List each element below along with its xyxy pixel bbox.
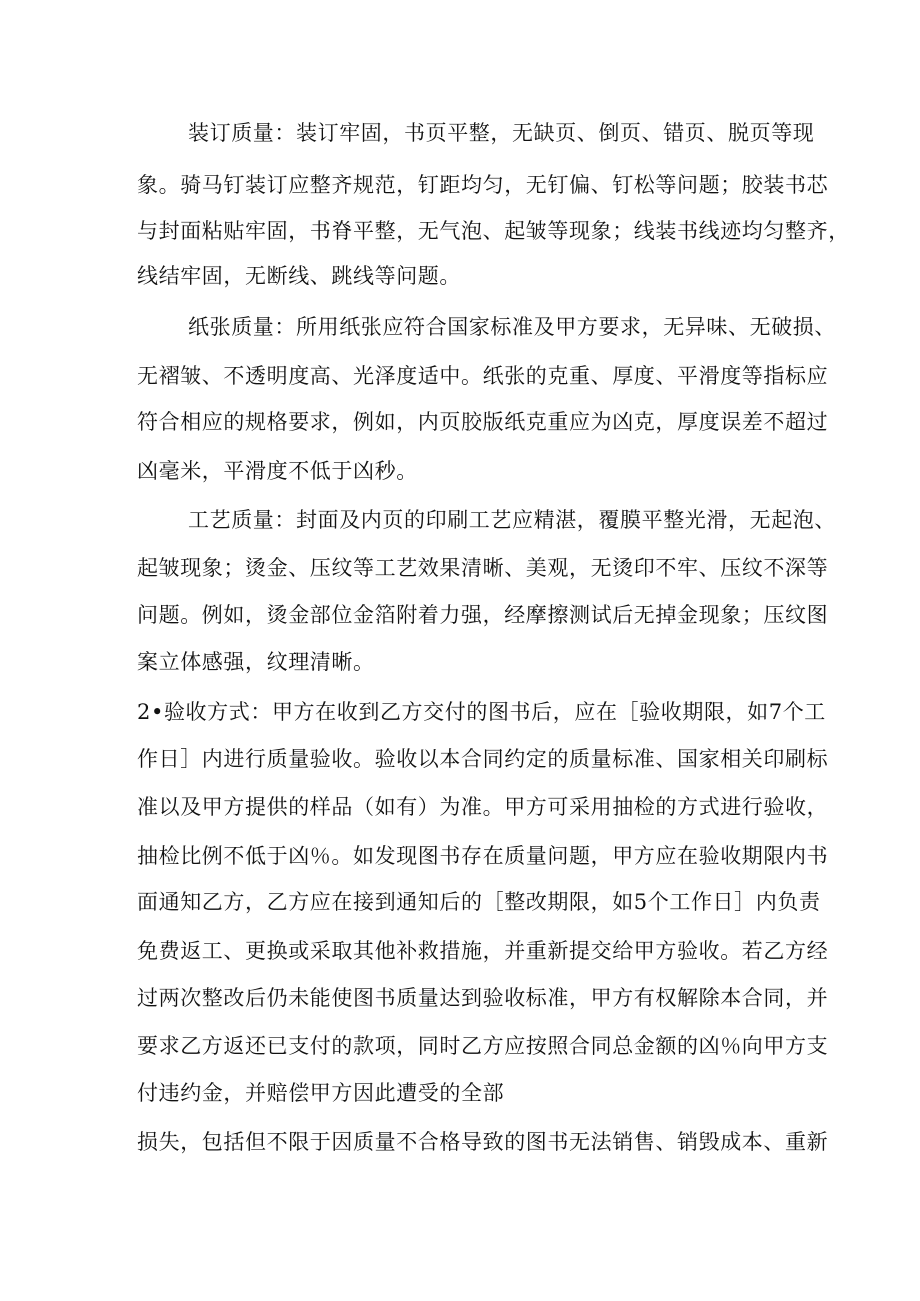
craft-quality-line-1: 工艺质量：封面及内页的印刷工艺应精湛，覆膜平整光滑，无起泡、	[188, 508, 836, 532]
craft-quality-line-4: 案立体感强，纹理清晰。	[137, 650, 375, 674]
acceptance-method-line-7: 过两次整改后仍未能使图书质量达到验收标准，甲方有权解除本合同，并	[137, 986, 829, 1010]
paper-quality-line-4: 凶毫米，平滑度不低于凶秒。	[137, 459, 418, 483]
craft-quality-line-3: 问题。例如，烫金部位金箔附着力强，经摩擦测试后无掉金现象；压纹图	[137, 603, 829, 627]
acceptance-method-line-9: 付违约金，并赔偿甲方因此遭受的全部	[137, 1081, 505, 1105]
acceptance-method-line-6: 免费返工、更换或采取其他补救措施，并重新提交给甲方验收。若乙方经	[137, 939, 829, 963]
paper-quality-line-3: 符合相应的规格要求，例如，内页胶版纸克重应为凶克，厚度误差不超过	[137, 410, 829, 434]
acceptance-method-line-5: 面通知乙方，乙方应在接到通知后的［整改期限，如5个工作日］内负责	[137, 890, 821, 914]
craft-quality-line-2: 起皱现象；烫金、压纹等工艺效果清晰、美观，无烫印不牢、压纹不深等	[137, 556, 829, 580]
acceptance-method-line-3: 准以及甲方提供的样品（如有）为准。甲方可采用抽检的方式进行验收，	[137, 795, 829, 819]
acceptance-method-line-1: 2•验收方式：甲方在收到乙方交付的图书后，应在［验收期限，如7个工	[137, 700, 826, 724]
binding-quality-line-1: 装订质量：装订牢固，书页平整，无缺页、倒页、错页、脱页等现	[188, 121, 815, 145]
acceptance-method-line-8: 要求乙方返还已支付的款项，同时乙方应按照合同总金额的凶％向甲方支	[137, 1034, 829, 1058]
paper-quality-line-2: 无褶皱、不透明度高、光泽度适中。纸张的克重、厚度、平滑度等指标应	[137, 364, 829, 388]
binding-quality-line-2: 象。骑马钉装订应整齐规范，钉距均匀，无钉偏、钉松等问题；胶装书芯	[137, 173, 829, 197]
acceptance-method-line-2: 作日］内进行质量验收。验收以本合同约定的质量标准、国家相关印刷标	[137, 747, 829, 771]
binding-quality-line-4: 线结牢固，无断线、跳线等问题。	[137, 264, 461, 288]
continuation-line-1: 损失，包括但不限于因质量不合格导致的图书无法销售、销毁成本、重新	[137, 1130, 829, 1154]
binding-quality-line-3: 与封面粘贴牢固，书脊平整，无气泡、起皱等现象；线装书线迹均匀整齐，	[137, 219, 850, 243]
acceptance-method-line-4: 抽检比例不低于凶％。如发现图书存在质量问题，甲方应在验收期限内书	[137, 844, 829, 868]
paper-quality-line-1: 纸张质量：所用纸张应符合国家标准及甲方要求，无异味、无破损、	[188, 315, 836, 339]
